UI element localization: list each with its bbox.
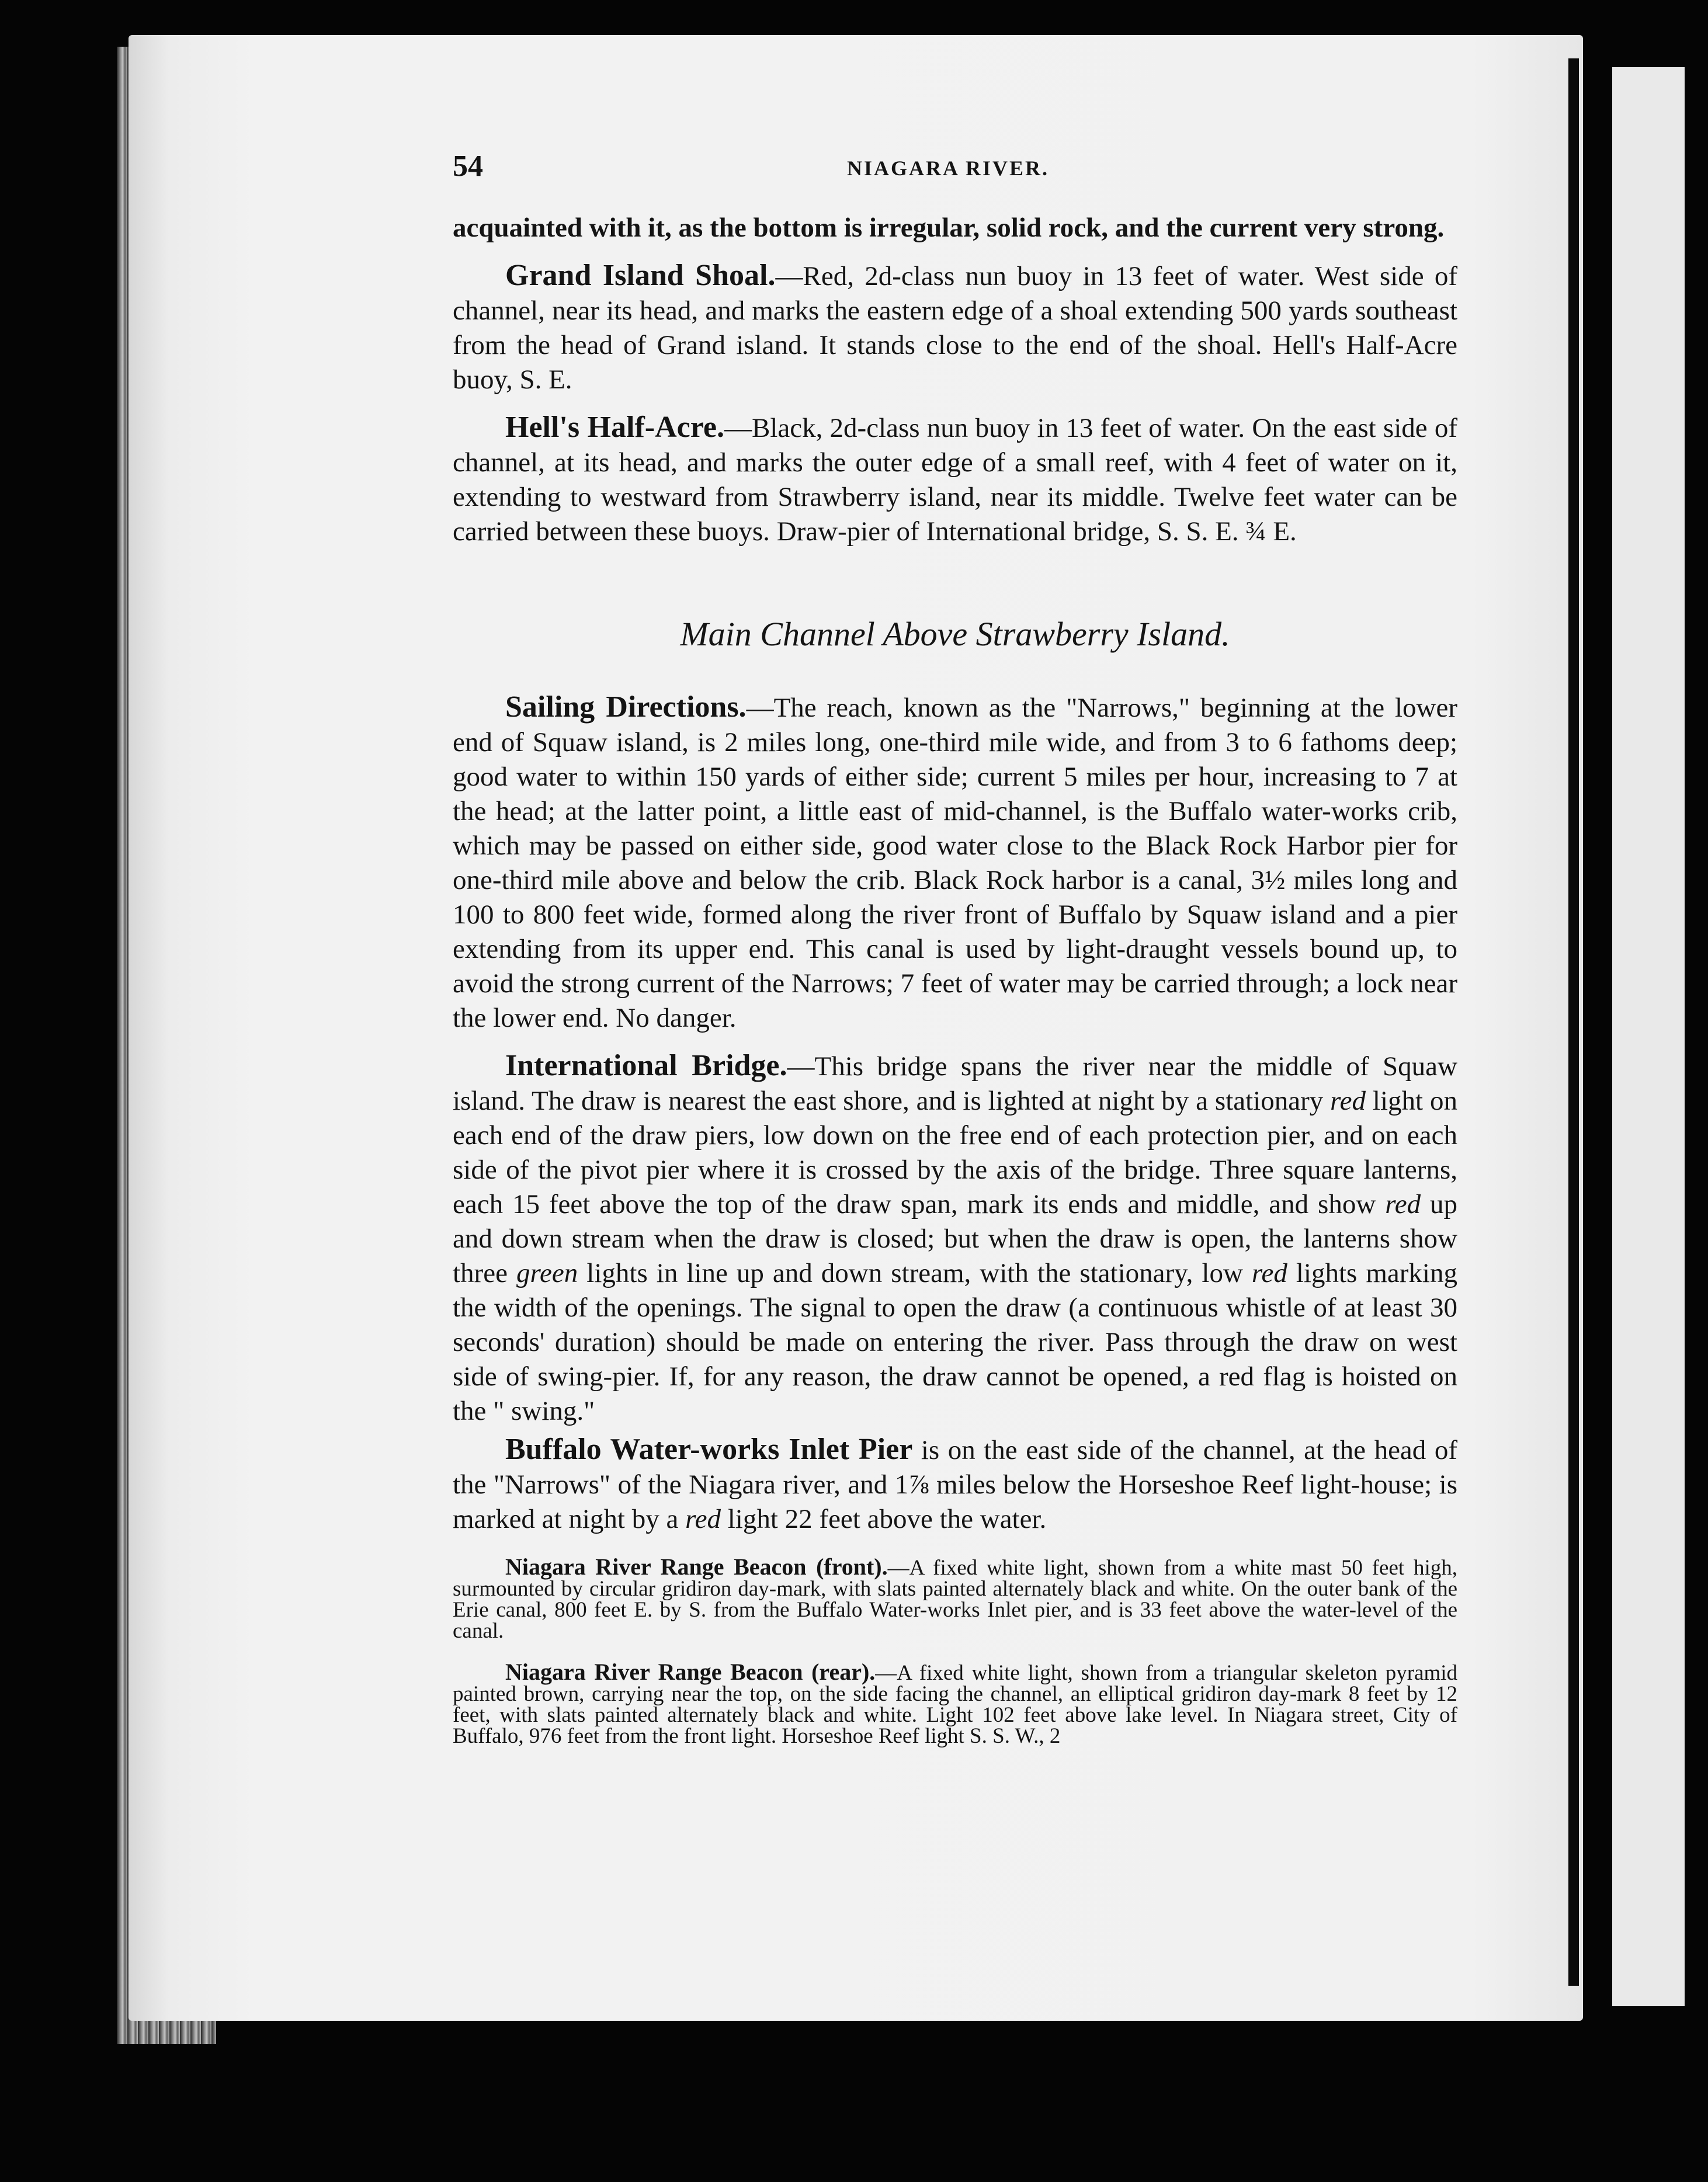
entry-title: Grand Island Shoal. [505, 259, 776, 292]
entry-body: —A fixed white light, shown from a triangular skeleton pyramid painted brown, carrying near the top, on the side facing the channel, an elliptical gridiron day-mark 8 feet by 12 feet, with slats painted alternately black and white. Light 102 feet above lake level. In Niagara street, City of Buffalo, 976 feet from the front light. Horseshoe Reef light S. S. W., 2 [453, 1661, 1457, 1748]
entry-title: Buffalo Water-works Inlet Pier [505, 1433, 913, 1466]
entry-body-part: light 22 feet above the water. [721, 1504, 1047, 1534]
entry-body-part: light on each end of the draw piers, low down on the free end of each protection pier, and on each side of the pivot pier where it is crossed by the axis of the bridge. Three square lanterns, each 15 feet above the top of the draw span, mark its ends and middle, and show [453, 1086, 1457, 1219]
running-head [453, 149, 1457, 196]
entry-body-part: lights marking the width of the openings. The signal to open the draw (a continuous whistle of at least 30 seconds' duration) should be made on entering the river. Pass through the draw on west side of swing-pier. If, for any reason, the draw cannot be opened, a red flag is hoisted on the " swing." [453, 1258, 1457, 1426]
entry-body-part: —This bridge spans the river near the middle of Squaw island. The draw is nearest the east shore, and is lighted at night by a stationary [453, 1051, 1457, 1116]
entry-title: Hell's Half-Acre. [505, 411, 724, 444]
entry-body-part: is on the east side of the channel, at the head of the "Narrows" of the Niagara river, and 1⅞ miles below the Horseshoe Reef light-house; is marked at night by a [453, 1435, 1457, 1534]
entry-inlet-pier [453, 1432, 1457, 1537]
entry-body-part: lights in line up and down stream, with the stationary, low [578, 1258, 1252, 1288]
entry-title: Niagara River Range Beacon (front). [505, 1554, 888, 1580]
italic-term: red [1385, 1189, 1421, 1219]
entry-body: —The reach, known as the "Narrows," beginning at the lower end of Squaw island, is 2 miles long, one-third mile wide, and from 3 to 6 fathoms deep; good water to within 150 yards of either side; current 5 miles per hour, increasing to 7 at the head; at the latter point, a little east of mid-channel, is the Buffalo water-works crib, which may be passed on either side, good water close to the Black Rock Harbor pier for one-third mile above and below the crib. Black Rock harbor is a canal, 3½ miles long and 100 to 800 feet wide, formed along the river front of Buffalo by Squaw island and a pier extending from its upper end. This canal is used by light-draught vessels bound up, to avoid the strong current of the Narrows; 7 feet of water may be carried through; a lock near the lower end. No danger. [453, 693, 1458, 1033]
entry-title: International Bridge. [505, 1049, 787, 1082]
entry-body: —A fixed white light, shown from a white mast 50 feet high, surmounted by circular gridiron day-mark, with slats painted alternately black and white. On the outer bank of the Erie canal, 800 feet E. by S. from the Buffalo Water-works Inlet pier, and is 33 feet above the water-level of the canal. [453, 1556, 1457, 1643]
facing-page-edge [1612, 67, 1685, 2006]
italic-term: red [1330, 1086, 1366, 1116]
entry-body-part: up and down stream when the draw is closed; but when the draw is open, the lanterns show three [453, 1189, 1458, 1288]
running-title: NIAGARA RIVER. [847, 157, 1050, 180]
entry-body: —Black, 2d-class nun buoy in 13 feet of water. On the east side of channel, at its head, and marks the outer edge of a small reef, with 4 feet of water on it, extending to westward from Strawberry island, near its middle. Twelve feet water can be carried between these buoys. Draw-pier of International bridge, S. S. E. ¾ E. [453, 413, 1457, 547]
continuation-paragraph: acquainted with it, as the bottom is irregular, solid rock, and the current very strong. [453, 213, 1445, 243]
entry-title: Sailing Directions. [505, 690, 747, 724]
entry-international-bridge [453, 1048, 1457, 1429]
italic-term: red [685, 1504, 721, 1534]
entry-range-beacon-front [453, 1556, 1457, 1642]
entry-body: —Red, 2d-class nun buoy in 13 feet of water. West side of channel, near its head, and marks the eastern edge of a shoal extending 500 yards southeast from the head of Grand island. It stands close to the end of the shoal. Hell's Half-Acre buoy, S. E. [453, 261, 1457, 395]
section-heading: Main Channel Above Strawberry Island. [680, 615, 1230, 653]
entry-hells-half-acre [453, 410, 1457, 549]
italic-term: green [516, 1258, 578, 1288]
page-number: 54 [453, 150, 483, 183]
book-gutter [1568, 58, 1579, 1986]
entry-range-beacon-rear [453, 1659, 1457, 1748]
entry-grand-island-shoal [453, 258, 1457, 397]
page-content [453, 149, 1457, 1747]
italic-term: red [1251, 1258, 1287, 1288]
entry-title: Niagara River Range Beacon (rear). [505, 1659, 876, 1685]
entry-sailing-directions [453, 690, 1457, 1036]
